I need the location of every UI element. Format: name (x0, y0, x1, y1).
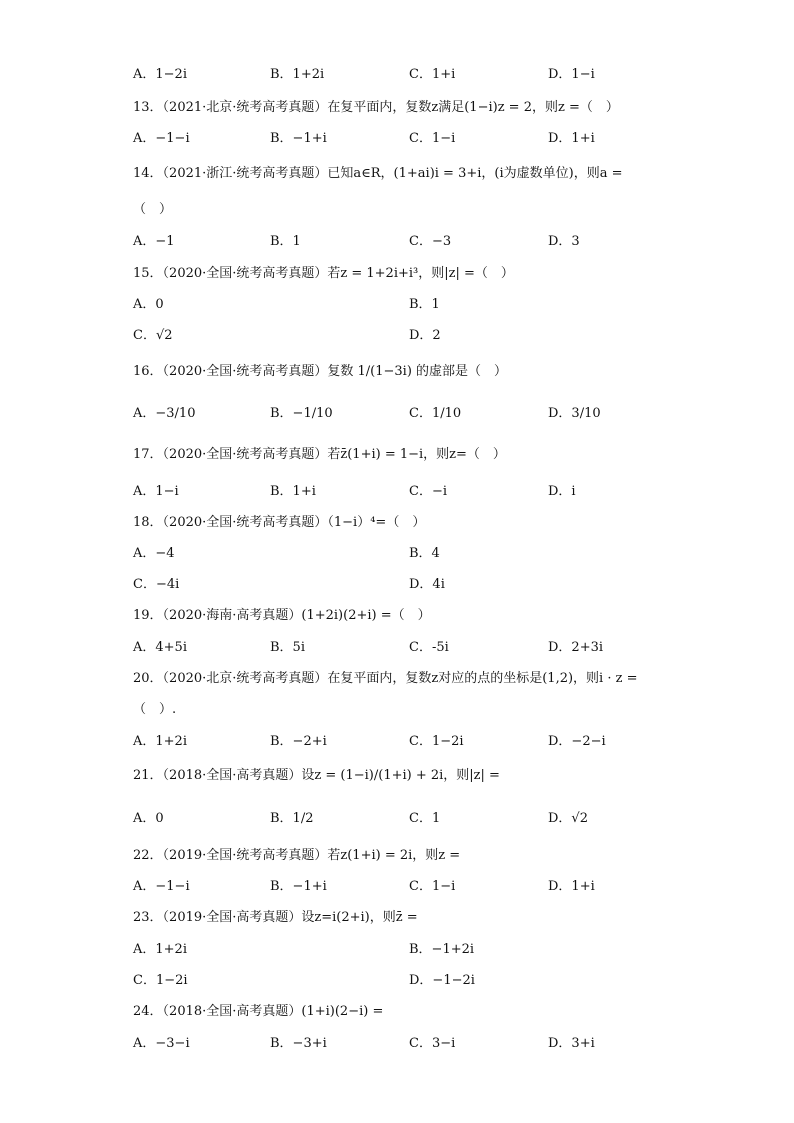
question-13-stem: 13．（2021·北京·统考高考真题）在复平面内，复数z满足(1−i)z = 2，则z =（ ） (133, 100, 619, 115)
option-b: B．1 (270, 234, 301, 249)
option-a: A．4+5i (133, 640, 187, 655)
option-b: B．−1/10 (270, 406, 333, 421)
option-b: B．4 (409, 546, 440, 561)
option-a: A．−1 (133, 234, 175, 249)
question-19-options (133, 637, 693, 659)
question-18-options-row2 (133, 574, 693, 596)
option-d: D．−1−2i (409, 973, 475, 988)
option-b: B．−1+i (270, 131, 327, 146)
option-c: C．1/10 (409, 406, 462, 421)
option-d: D．1+i (548, 879, 595, 894)
question-16-options (133, 397, 693, 431)
option-c: C．−4i (133, 577, 180, 592)
option-c: C．1−i (409, 131, 456, 146)
question-14-stem: 14．（2021·浙江·统考高考真题）已知a∈R，(1+ai)i = 3+i，(i为虚数单位)，则a = (133, 166, 623, 181)
question-20-options (133, 731, 693, 753)
question-17-stem: 17．（2020·全国·统考高考真题）若z̄(1+i) = 1−i，则z=（ ） (133, 447, 506, 462)
option-d: D．1+i (548, 131, 595, 146)
option-d: D．3 (548, 234, 580, 249)
option-b: B．−1+i (270, 879, 327, 894)
option-d: D．3+i (548, 1036, 595, 1051)
question-22-options (133, 876, 693, 898)
option-a: A．−4 (133, 546, 175, 561)
option-c: C．1−2i (409, 734, 464, 749)
option-a: A．0 (133, 297, 164, 312)
question-24-stem: 24．（2018·全国·高考真题）(1+i)(2−i) = (133, 1004, 384, 1019)
option-b: B．−1+2i (409, 942, 475, 957)
option-d: D．3/10 (548, 406, 601, 421)
option-a: A．1−i (133, 484, 179, 499)
question-20-stem: 20．（2020·北京·统考高考真题）在复平面内，复数z对应的点的坐标是(1,2)，则i · z = (133, 671, 638, 686)
option-c: C．1 (409, 811, 441, 826)
option-b: B．−3+i (270, 1036, 327, 1051)
option-d: D．√2 (548, 811, 588, 826)
option-b: B．1/2 (270, 811, 314, 826)
question-17-options (133, 481, 693, 503)
question-23-options-row1 (133, 939, 693, 961)
question-14-options (133, 231, 693, 253)
option-d: D．2 (409, 328, 441, 343)
option-c: C．-5i (409, 640, 449, 655)
option-a: A．1+2i (133, 734, 187, 749)
option-a: A．−1−i (133, 879, 190, 894)
question-18-options-row1 (133, 543, 693, 565)
question-19-stem: 19．（2020·海南·高考真题）(1+2i)(2+i) =（ ） (133, 608, 431, 623)
option-d: D．2+3i (548, 640, 604, 655)
option-b: B．1+2i (270, 67, 325, 82)
question-24-options (133, 1033, 693, 1055)
option-b: B．−2+i (270, 734, 327, 749)
question-15-options-row1 (133, 294, 693, 316)
option-a: A．1+2i (133, 942, 187, 957)
option-a: A．−3−i (133, 1036, 190, 1051)
question-22-stem: 22．（2019·全国·统考高考真题）若z(1+i) = 2i，则z = (133, 848, 461, 863)
option-c: C．1+i (409, 67, 456, 82)
option-a: A．−1−i (133, 131, 190, 146)
option-a: A．0 (133, 811, 164, 826)
question-13-options (133, 128, 693, 150)
option-d: D．i (548, 484, 576, 499)
option-c: C．1−i (409, 879, 456, 894)
question-14-paren: （ ） (133, 202, 173, 217)
option-c: C．3−i (409, 1036, 456, 1051)
option-b: B．1 (409, 297, 440, 312)
q12-options (133, 64, 693, 86)
question-16-stem: 16．（2020·全国·统考高考真题）复数 1/(1−3i) 的虚部是（ ） (133, 364, 508, 379)
option-a: A．−3/10 (133, 406, 196, 421)
option-c: C．√2 (133, 328, 173, 343)
question-23-options-row2 (133, 970, 693, 992)
question-20-paren: （ ）. (133, 702, 177, 717)
option-c: C．1−2i (133, 973, 188, 988)
question-15-stem: 15．（2020·全国·统考高考真题）若z = 1+2i+i³，则|z| =（ ） (133, 266, 514, 281)
question-23-stem: 23．（2019·全国·高考真题）设z=i(2+i)，则z̄ = (133, 910, 418, 925)
option-b: B．5i (270, 640, 305, 655)
option-a: A．1−2i (133, 67, 187, 82)
question-18-stem: 18．（2020·全国·统考高考真题）（1−i）⁴=（ ） (133, 515, 426, 530)
option-b: B．1+i (270, 484, 316, 499)
question-21-stem: 21．（2018·全国·高考真题）设z = (1−i)/(1+i) + 2i，则|z| = (133, 768, 500, 783)
option-d: D．4i (409, 577, 445, 592)
option-d: D．1−i (548, 67, 595, 82)
option-d: D．−2−i (548, 734, 606, 749)
question-21-options (133, 802, 693, 836)
question-15-options-row2 (133, 325, 693, 347)
option-c: C．−3 (409, 234, 452, 249)
option-c: C．−i (409, 484, 447, 499)
